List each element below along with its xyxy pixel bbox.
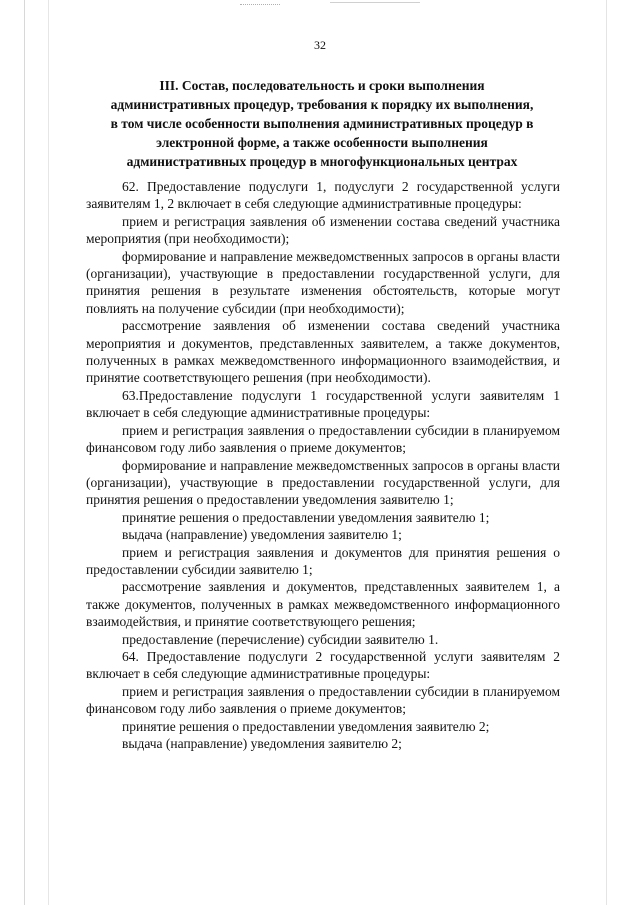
scan-edge-right (606, 0, 607, 905)
section-heading-line: в том числе особенности выполнения административных процедур в (110, 116, 534, 131)
section-heading-line: электронной форме, а также особенности выполнения (156, 135, 488, 150)
paragraph-item: принятие решения о предоставлении уведомления заявителю 2; (122, 718, 490, 734)
paragraph-63-intro: 63.Предоставление подуслуги 1 государственной услуги заявителям 1 включает в себя следующие административные процедуры: (86, 387, 560, 421)
scan-edge-left (24, 0, 25, 905)
page-number: 32 (314, 38, 326, 52)
scan-artifact (240, 4, 280, 11)
paragraph-item: формирование и направление межведомственных запросов в органы власти (организации), участвующие в предоставлении государственной услуги, для принятия решения в результате изменения обстоятельств, которые могут повлиять на получение субсидии (при необходимости); (86, 248, 560, 316)
paragraph-item: выдача (направление) уведомления заявителю 1; (122, 527, 402, 543)
paragraph-item: принятие решения о предоставлении уведомления заявителю 1; (122, 509, 490, 525)
paragraph-64-intro: 64. Предоставление подуслуги 2 государственной услуги заявителям 2 включает в себя следующие административные процедуры: (86, 648, 560, 682)
section-heading-line: административных процедур, требования к порядку их выполнения, (110, 97, 534, 112)
scan-edge-left-inner (48, 0, 49, 905)
paragraph-item: предоставление (перечисление) субсидии заявителю 1. (122, 631, 439, 647)
paragraph-item: прием и регистрация заявления о предоставлении субсидии в планируемом финансовом году либо заявления о приеме документов; (86, 422, 560, 456)
section-heading-line: административных процедур в многофункциональных центрах (126, 154, 518, 169)
paragraph-item: рассмотрение заявления и документов, представленных заявителем 1, а также документов, полученных в рамках межведомственного информационного взаимодействия, и принятие соответствующего решения; (86, 579, 560, 630)
section-heading-line: III. Состав, последовательность и сроки выполнения (159, 78, 485, 93)
paragraph-item: рассмотрение заявления об изменении состава сведений участника мероприятия и документов, представленных заявителем, а также документов, полученных в рамках межведомственного информационного взаимодействия, и принятие соответствующего решения (при необходимости). (86, 318, 560, 386)
scan-artifact-line (330, 2, 420, 3)
paragraph-62-intro: 62. Предоставление подуслуги 1, подуслуги 2 государственной услуги заявителям 1, 2 включает в себя следующие административные процедуры: (86, 179, 560, 212)
paragraph-item: прием и регистрация заявления об изменении состава сведений участника мероприятия (при необходимости); (86, 213, 560, 247)
paragraph-item: прием и регистрация заявления о предоставлении субсидии в планируемом финансовом году либо заявления о приеме документов; (86, 683, 560, 717)
paragraph-item: выдача (направление) уведомления заявителю 2; (122, 736, 402, 751)
document-body (86, 178, 560, 752)
paragraph-item: прием и регистрация заявления и документов для принятия решения о предоставлении субсидии заявителю 1; (86, 544, 560, 577)
section-heading (72, 76, 572, 171)
paragraph-item: формирование и направление межведомственных запросов в органы власти (организации), участвующие в предоставлении государственной услуги, для принятия решения о предоставлении уведомления заявителю 1; (86, 457, 560, 508)
